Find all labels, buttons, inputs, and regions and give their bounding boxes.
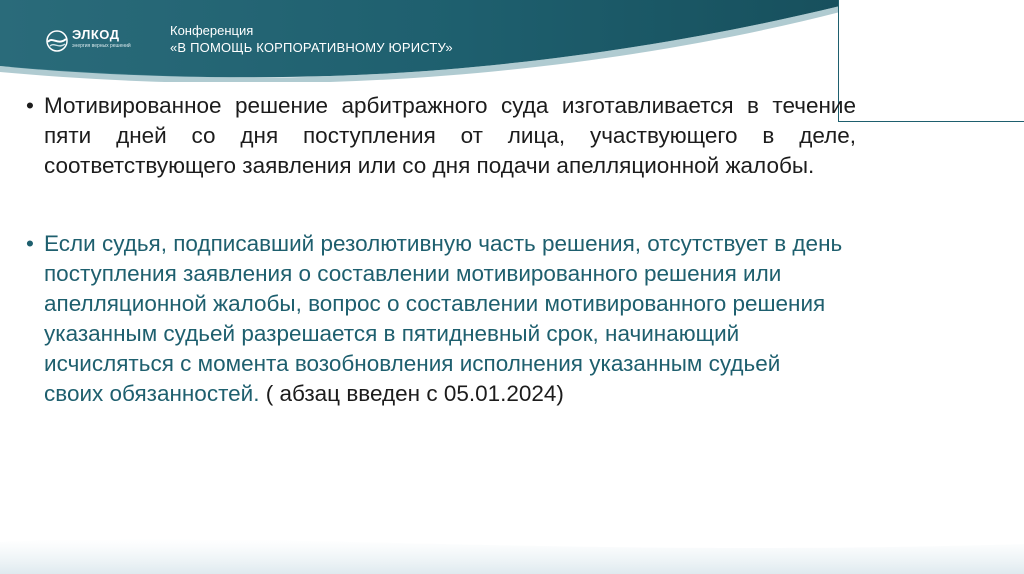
conference-info [170,22,453,56]
corner-frame [838,0,1024,122]
logo-tagline: энергия верных решений [72,43,131,49]
slide-content [26,91,856,409]
bullet-marker: • [26,93,34,118]
bullet-item-1 [26,91,856,181]
conference-label: Конференция [170,23,254,38]
elkod-logo [44,26,144,56]
amendment-note: ( абзац введен с 05.01.2024) [259,381,564,406]
bullet-text: Мотивированное решение арбитражного суда изготавливается в течение пяти дней со дня поступления от лица, участвующего в деле, соответствующего заявления или со дня подачи апелляционной жалобы. [44,93,856,178]
conference-title: «В ПОМОЩЬ КОРПОРАТИВНОМУ ЮРИСТУ» [170,40,453,55]
bullet-item-2 [26,229,844,409]
bullet-text: Если судья, подписавший резолютивную часть решения, отсутствует в день поступления заявления о составлении мотивированного решения или апелляционной жалобы, вопрос о составлении мотивированного решения указанным судьей разрешается в пятидневный срок, начинающий исчисляться с момента возобновления исполнения указанным судьей своих обязанностей. [44,231,843,406]
logo-name: ЭЛКОД [72,27,120,42]
wave-logo-icon [44,28,70,54]
bottom-wave-decoration [0,530,1024,574]
bullet-marker: • [26,231,34,256]
